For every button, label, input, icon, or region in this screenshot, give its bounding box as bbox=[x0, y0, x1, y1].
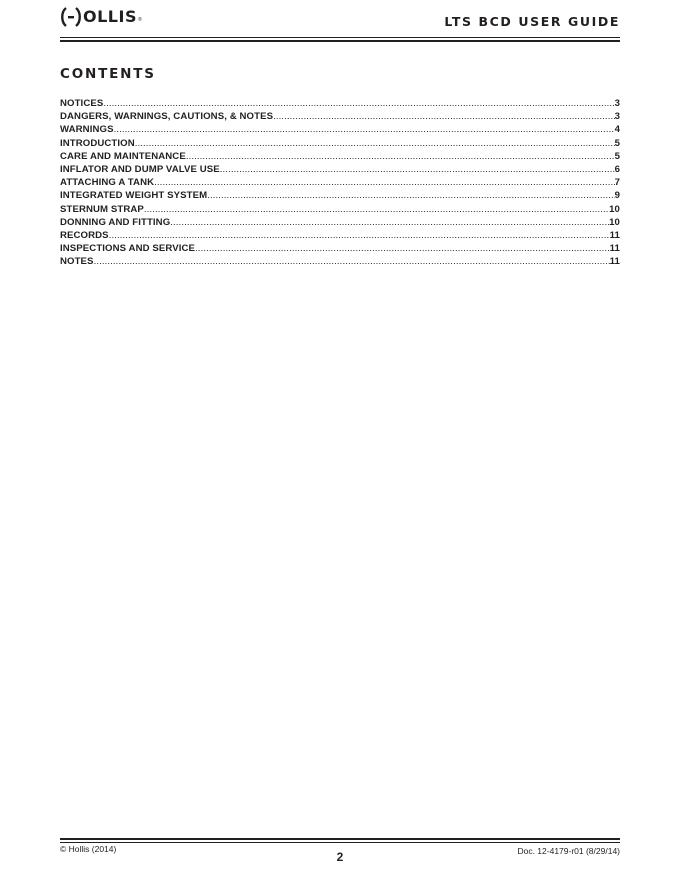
toc-dot-leader bbox=[154, 177, 614, 188]
logo-registered-mark: ® bbox=[137, 17, 142, 23]
toc-entry-page: 11 bbox=[609, 243, 620, 255]
toc-entry[interactable] bbox=[60, 243, 620, 256]
toc-entry-title: NOTICES bbox=[60, 98, 104, 109]
toc-dot-leader bbox=[94, 256, 610, 267]
toc-entry-title: WARNINGS bbox=[60, 124, 114, 136]
toc-entry-title: DONNING AND FITTING bbox=[60, 216, 171, 228]
toc-entry[interactable] bbox=[60, 190, 620, 203]
toc-entry-title: CARE AND MAINTENANCE bbox=[60, 150, 186, 162]
toc-entry-title: RECORDS bbox=[60, 229, 109, 241]
toc-entry[interactable] bbox=[60, 138, 620, 151]
page-number: 2 bbox=[336, 850, 344, 864]
contents-heading: CONTENTS bbox=[60, 66, 156, 82]
toc-entry-title: INTEGRATED WEIGHT SYSTEM bbox=[60, 190, 208, 202]
toc-entry-title: INSPECTIONS AND SERVICE bbox=[60, 243, 196, 255]
toc-entry[interactable] bbox=[60, 98, 620, 111]
hollis-logo-icon bbox=[60, 7, 82, 27]
toc-entry-title: STERNUM STRAP bbox=[60, 203, 144, 215]
footer-rule-thin bbox=[60, 842, 620, 843]
toc-entry-page: 9 bbox=[614, 190, 620, 202]
toc-entry-page: 5 bbox=[614, 137, 620, 149]
toc-entry-title: INTRODUCTION bbox=[60, 137, 135, 149]
toc-dot-leader bbox=[109, 230, 610, 241]
toc-dot-leader bbox=[273, 111, 614, 122]
toc-entry[interactable] bbox=[60, 164, 620, 177]
toc-entry[interactable] bbox=[60, 217, 620, 230]
toc-entry-page: 10 bbox=[609, 203, 620, 215]
footer-copyright: © Hollis (2014) bbox=[60, 844, 117, 854]
toc-dot-leader bbox=[170, 217, 609, 228]
toc-entry-title: DANGERS, WARNINGS, CAUTIONS, & NOTES bbox=[60, 111, 274, 123]
toc-entry[interactable] bbox=[60, 204, 620, 217]
header-rule-thick bbox=[60, 40, 620, 42]
footer-doc-number: Doc. 12-4179-r01 (8/29/14) bbox=[517, 846, 620, 856]
toc-dot-leader bbox=[114, 124, 615, 135]
toc-entry-title: INFLATOR AND DUMP VALVE USE bbox=[60, 163, 220, 175]
toc-entry-page: 10 bbox=[609, 216, 620, 228]
table-of-contents bbox=[60, 98, 620, 269]
toc-entry[interactable] bbox=[60, 111, 620, 124]
toc-dot-leader bbox=[186, 151, 615, 162]
toc-dot-leader bbox=[135, 138, 615, 149]
toc-dot-leader bbox=[207, 190, 614, 201]
toc-dot-leader bbox=[144, 204, 609, 215]
toc-entry[interactable] bbox=[60, 256, 620, 269]
toc-entry[interactable] bbox=[60, 151, 620, 164]
logo-wordmark: OLLIS bbox=[83, 7, 137, 26]
toc-dot-leader bbox=[103, 98, 614, 109]
toc-entry-page: 3 bbox=[614, 111, 620, 123]
toc-entry-page: 5 bbox=[614, 150, 620, 162]
toc-entry-title: NOTES bbox=[60, 256, 94, 268]
toc-entry-page: 11 bbox=[609, 256, 620, 268]
footer-rule-thick bbox=[60, 838, 620, 840]
toc-entry-title: ATTACHING A TANK bbox=[60, 177, 155, 189]
toc-entry-page: 11 bbox=[609, 229, 620, 241]
toc-entry[interactable] bbox=[60, 177, 620, 190]
toc-dot-leader bbox=[220, 164, 615, 175]
toc-entry-page: 7 bbox=[614, 177, 620, 189]
toc-entry-page: 4 bbox=[614, 124, 620, 136]
header-rule-thin bbox=[60, 37, 620, 38]
toc-entry[interactable] bbox=[60, 230, 620, 243]
toc-entry-page: 3 bbox=[614, 98, 620, 109]
toc-entry[interactable] bbox=[60, 124, 620, 137]
hollis-logo bbox=[60, 7, 142, 27]
toc-entry-page: 6 bbox=[614, 163, 620, 175]
document-title: LTS BCD USER GUIDE bbox=[444, 14, 620, 29]
toc-dot-leader bbox=[195, 243, 610, 254]
